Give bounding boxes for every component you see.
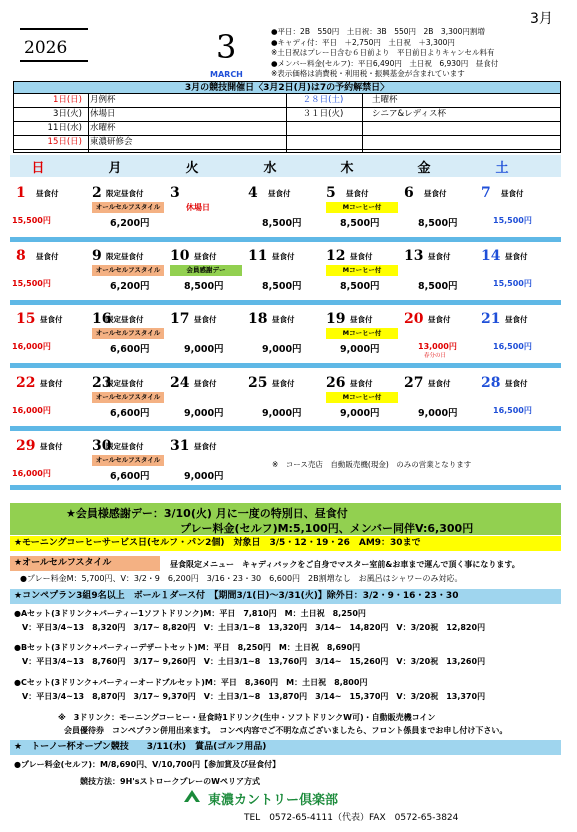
week-separator: [10, 300, 561, 305]
meal-label: 昼食付: [505, 379, 528, 388]
meal-label: 昼食付: [40, 379, 63, 388]
day-number: 15: [16, 311, 36, 327]
day-cell: [248, 375, 318, 425]
day-cell: [248, 185, 318, 235]
day-cell: [326, 248, 396, 298]
set-c-line2: V：平日3/4~13 8,870円 3/17~ 9,370円 V：土日3/1~8 13,870円 3/14~ 15,370円 V：3/20祝 13,370円: [22, 692, 486, 701]
day-number: 30: [92, 438, 112, 454]
meal-label: 昼食付: [268, 189, 291, 198]
price: 9,000円: [340, 408, 380, 419]
day-number: 2: [92, 185, 102, 201]
coffee-band: ★モーニングコーヒーサービス日(セルフ・パン2個) 対象日 3/5・12・19・26 AM9：30まで: [10, 536, 561, 551]
day-cell: [481, 375, 551, 425]
day-cell: [92, 185, 162, 235]
divider: [88, 94, 89, 152]
meal-label: 昼食付: [40, 315, 63, 324]
price: 8,500円: [184, 281, 224, 292]
month-number: 3: [216, 28, 237, 66]
price: 8,500円: [418, 218, 458, 229]
price: 6,200円: [110, 281, 150, 292]
meal-label: 昼食付: [428, 379, 451, 388]
event-name: [372, 136, 552, 148]
day-number: 7: [481, 185, 491, 201]
week-separator: [10, 426, 561, 431]
day-cell: [170, 248, 240, 298]
year: 2026: [24, 38, 68, 58]
day-number: 20: [404, 311, 424, 327]
compe-title: ★コンペプラン3組9名以上 ボール１ダース付 【期間3/1(日)～3/31(火)】除外日：3/2・9・16・23・30: [10, 589, 561, 604]
meal-label: 昼食付: [424, 189, 447, 198]
day-tag: Mコーヒー付: [326, 328, 398, 339]
set-b-line1: ●Bセット(3ドリンク+パーティーデザートセット)M：平日 8,250円 M：土日祝 8,690円: [14, 643, 361, 652]
week-separator: [10, 363, 561, 368]
weekday-0: 日: [31, 161, 45, 176]
divider: [13, 149, 561, 150]
event-date: 1日(日): [52, 95, 82, 105]
weekday-5: 金: [417, 161, 431, 176]
day-cell: [248, 248, 318, 298]
weekday-3: 水: [263, 161, 277, 176]
price: 9,000円: [262, 408, 302, 419]
event-date: 11日(水): [47, 123, 82, 133]
event-date: ３１日(火): [302, 109, 344, 119]
meal-label: 昼食付: [501, 189, 524, 198]
day-number: 29: [16, 438, 36, 454]
event-date: 3日(火): [52, 109, 82, 119]
meal-label: 昼食付: [428, 315, 451, 324]
day-cell: [12, 375, 86, 425]
meal-label: 昼食付: [194, 252, 217, 261]
pricing-note: ※土日祝はプレー日含む６日前より 平日前日よりキャンセル料有: [271, 48, 495, 58]
day-number: 27: [404, 375, 424, 391]
pricing-note: ※表示価格は消費税・利用税・振興基金が含まれています: [271, 69, 465, 79]
event-date: ２８日(土): [302, 95, 344, 105]
day-cell: [12, 311, 86, 361]
allself-desc: 昼食限定メニュー キャディバックをご自身でマスター室前&お車まで運んで頂く事になります。: [170, 560, 520, 569]
day-number: 6: [404, 185, 414, 201]
meal-label: 昼食付: [36, 252, 59, 261]
price: 8,500円: [262, 218, 302, 229]
price: 8,500円: [340, 218, 380, 229]
member-day-line2: プレー料金(セルフ)M:5,100円、メンバー同伴V:6,300円: [180, 522, 474, 535]
day-number: 13: [404, 248, 424, 264]
day-tag: オールセルフスタイル: [92, 328, 164, 339]
day-number: 14: [481, 248, 501, 264]
meal-label: 昼食付: [194, 442, 217, 451]
price: 9,000円: [262, 344, 302, 355]
price: 9,000円: [184, 471, 224, 482]
price: 8,500円: [262, 281, 302, 292]
club-name: 東濃カントリー倶楽部: [208, 793, 339, 808]
pricing-note: ●メンバー料金(セルフ)：平日6,490円 土日祝 6,930円 昼食付: [271, 58, 499, 68]
week-separator: [10, 237, 561, 242]
price: 15,500円: [493, 279, 532, 288]
price: 6,600円: [110, 408, 150, 419]
day-number: 21: [481, 311, 501, 327]
day-number: 12: [326, 248, 346, 264]
day-number: 4: [248, 185, 258, 201]
weekday-6: 土: [495, 161, 509, 176]
price: 16,000円: [12, 469, 51, 478]
day-number: 11: [248, 248, 268, 264]
pricing-note: ●キャディ付：平日 ＋2,750円 土日祝 ＋3,300円: [271, 37, 455, 47]
event-name: シニア&レディス杯: [372, 109, 446, 119]
meal-label: 昼食付: [40, 442, 63, 451]
day-number: 9: [92, 248, 102, 264]
day-tag: Mコーヒー付: [326, 265, 398, 276]
day-tag: オールセルフスタイル: [92, 392, 164, 403]
meal-label: 昼食付: [350, 379, 373, 388]
price: 16,000円: [12, 406, 51, 415]
tono-price: ●プレー料金(セルフ)：M/8,690円、V/10,700円【参加賞及び昼食付】: [14, 760, 281, 769]
day-number: 8: [16, 248, 26, 264]
day-cell: [92, 248, 162, 298]
day-cell: [326, 185, 396, 235]
event-name: 土曜杯: [372, 95, 398, 105]
day-cell: [92, 375, 162, 425]
price: 16,000円: [12, 342, 51, 351]
price: 6,600円: [110, 344, 150, 355]
price: 9,000円: [340, 344, 380, 355]
day-number: 17: [170, 311, 190, 327]
compe-note1: ※ 3ドリンク：モーニングコーヒー・昼食時1ドリンク(生中・ソフトドリンクW可)・自動販売機コイン: [58, 713, 436, 722]
price: 9,000円: [418, 408, 458, 419]
closed-label: 休場日: [186, 203, 210, 212]
day-number: 25: [248, 375, 268, 391]
day-number: 28: [481, 375, 501, 391]
meal-label: 昼食付: [194, 315, 217, 324]
month-word: MARCH: [210, 70, 243, 79]
divider: [286, 94, 287, 152]
price: 15,500円: [493, 216, 532, 225]
price: 15,500円: [12, 279, 51, 288]
allself-title: ★オールセルフスタイル: [10, 556, 160, 571]
weekday-4: 木: [340, 161, 354, 176]
meal-label: 昼食付: [505, 315, 528, 324]
meal-label: 昼食付: [350, 252, 373, 261]
day-cell: [326, 375, 396, 425]
set-b-line2: V：平日3/4~13 8,760円 3/17~ 9,260円 V：土日3/1~8 13,760円 3/14~ 15,260円 V：3/20祝 13,260円: [22, 657, 486, 666]
event-date: [288, 122, 358, 134]
day-cell: [481, 311, 551, 361]
event-date: 15日(日): [47, 137, 82, 147]
meal-label: 昼食付: [194, 379, 217, 388]
price: 9,000円: [184, 344, 224, 355]
day-cell: [12, 185, 86, 235]
day-cell: [170, 311, 240, 361]
day-tag: 会員感謝デー: [170, 265, 242, 276]
meal-label: 昼食付: [346, 189, 369, 198]
meal-label: 限定昼食付: [106, 252, 144, 261]
day-cell: [404, 375, 474, 425]
day-number: 24: [170, 375, 190, 391]
day-cell: [248, 311, 318, 361]
day-number: 31: [170, 438, 190, 454]
pricing-notes: [271, 27, 571, 80]
tono-title: ★ トーノー杯オープン競技 3/11(水) 賞品(ゴルフ用品): [10, 740, 561, 755]
day-cell: [170, 375, 240, 425]
event-name: 月例杯: [90, 95, 116, 105]
price: 8,500円: [340, 281, 380, 292]
day-number: 26: [326, 375, 346, 391]
day-number: 3: [170, 185, 180, 201]
member-day-line1: ★会員様感謝デー：3/10(火) 月に一度の特別日、昼食付: [66, 507, 348, 520]
meal-label: 限定昼食付: [106, 442, 144, 451]
event-name: [372, 122, 552, 134]
day-tag: オールセルフスタイル: [92, 265, 164, 276]
event-date: [288, 136, 358, 148]
last-week-note: ※ コース売店 自動販売機(現金) のみの営業となります: [272, 460, 472, 469]
pricing-note: ●平日：2B 550円 土日祝：3B 550円 2B 3,300円割増: [271, 27, 485, 36]
tono-method: 競技方法：9H'sストロークプレーのWペリア方式: [80, 777, 260, 786]
weekday-2: 火: [185, 161, 199, 176]
event-name: 東濃研修会: [90, 137, 133, 147]
day-cell: [404, 185, 474, 235]
event-name: 休場日: [90, 109, 116, 119]
compe-note2: 会員優待券 コンペプラン併用出来ます。 コンペ内容でご不明な点ございましたら、フロント係員までお申し付け下さい。: [64, 726, 508, 735]
day-tag: Mコーヒー付: [326, 392, 398, 403]
day-number: 10: [170, 248, 190, 264]
price: 16,500円: [493, 342, 532, 351]
day-cell: [326, 311, 396, 361]
meal-label: 昼食付: [272, 315, 295, 324]
allself-price: ●プレー料金M：5,700円、V：3/2・9 6,200円 3/16・23・30 6,600円 2B割増なし お風呂はシャワーのみ対応。: [20, 574, 463, 583]
day-number: 19: [326, 311, 346, 327]
event-name: 水曜杯: [90, 123, 116, 133]
meal-label: 限定昼食付: [106, 379, 144, 388]
divider: [362, 94, 363, 152]
meal-label: 限定昼食付: [106, 189, 144, 198]
set-c-line1: ●Cセット(3ドリンク+パーティーオードブルセット)M：平日 8,360円 M：土日祝 8,800円: [14, 678, 368, 687]
day-number: 5: [326, 185, 336, 201]
day-cell: [404, 248, 474, 298]
price: 9,000円: [184, 408, 224, 419]
set-a-line1: ●Aセット(3ドリンク+パーティー1ソフトドリンク)M：平日 7,810円 M：土日祝 8,250円: [14, 609, 366, 618]
meal-label: 昼食付: [428, 252, 451, 261]
holiday-label: 春分の日: [424, 353, 447, 359]
day-tag: オールセルフスタイル: [92, 202, 164, 213]
day-tag: オールセルフスタイル: [92, 455, 164, 466]
day-number: 16: [92, 311, 112, 327]
meal-label: 昼食付: [505, 252, 528, 261]
meal-label: 昼食付: [272, 252, 295, 261]
price: 8,500円: [418, 281, 458, 292]
meal-label: 昼食付: [350, 315, 373, 324]
weekday-1: 月: [108, 161, 122, 176]
meal-label: 昼食付: [36, 189, 59, 198]
day-number: 18: [248, 311, 268, 327]
day-cell: [481, 185, 551, 235]
day-cell: [12, 248, 86, 298]
day-tag: Mコーヒー付: [326, 202, 398, 213]
day-cell: [404, 311, 474, 361]
meal-label: 限定昼食付: [106, 315, 144, 324]
price: 6,200円: [110, 218, 150, 229]
day-cell: [481, 248, 551, 298]
day-number: 23: [92, 375, 112, 391]
event-table-title: 3月の競技開催日〈3月2日(月)は7の予約解禁日〉: [14, 82, 560, 94]
price: 16,500円: [493, 406, 532, 415]
day-number: 1: [16, 185, 26, 201]
price: 6,600円: [110, 471, 150, 482]
price: 13,000円: [418, 342, 457, 351]
price: 15,500円: [12, 216, 51, 225]
day-cell: [170, 185, 240, 235]
set-a-line2: V：平日3/4~13 8,320円 3/17~ 8,820円 V：土日3/1~8 13,320円 3/14~ 14,820円 V：3/20祝 12,820円: [22, 623, 486, 632]
month-tag: 3月: [530, 11, 553, 27]
meal-label: 昼食付: [272, 379, 295, 388]
day-cell: [92, 311, 162, 361]
day-number: 22: [16, 375, 36, 391]
club-logo-icon: [182, 788, 202, 804]
contact: TEL 0572-65-4111（代表）FAX 0572-65-3824: [244, 813, 459, 823]
